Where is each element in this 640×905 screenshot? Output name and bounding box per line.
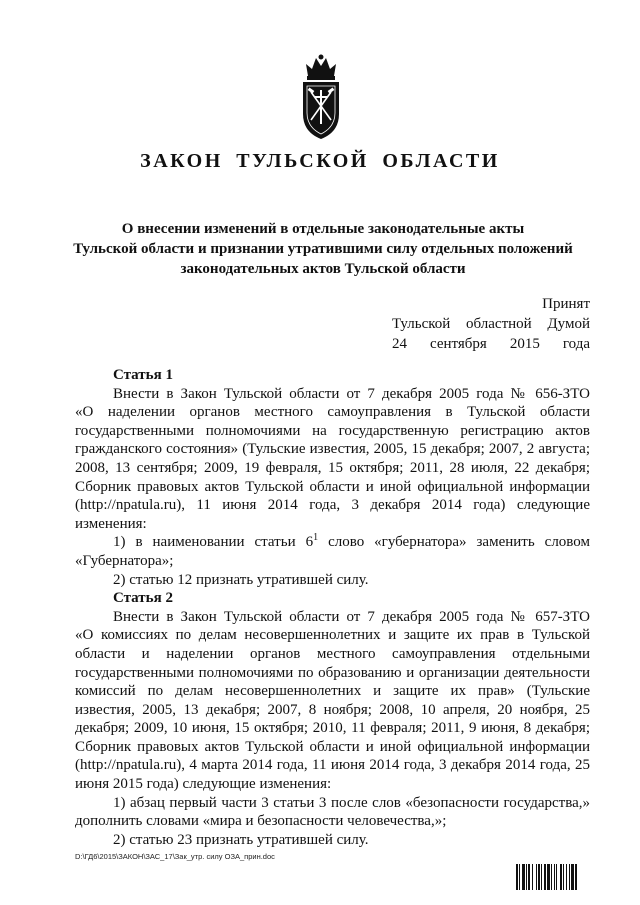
barcode-stripe: [528, 864, 530, 890]
article-text-line: июня 2015 года) следующие изменения:: [75, 776, 332, 793]
barcode-stripe: [569, 864, 570, 890]
barcode-stripe: [575, 864, 577, 890]
article-text-line: области и наделении органов местного самоуправления отдельными: [75, 645, 590, 662]
barcode-stripe: [556, 864, 557, 890]
article-text-line: «О комиссиях по делам несовершеннолетних и защите их прав в Тульской: [75, 627, 590, 644]
barcode-stripe: [526, 864, 527, 890]
barcode-stripe: [560, 864, 562, 890]
item-text: 1) в наименовании статьи 6: [113, 534, 314, 551]
article-text-line: «О наделении органов местного самоуправления в Тульской области: [75, 404, 590, 421]
barcode-stripe: [554, 864, 555, 890]
adoption-block: [392, 294, 590, 354]
barcode-stripe: [519, 864, 520, 890]
file-path: D:\ГД6\2015\ЗАКОН\ЗАС_17\Зак_утр. силу ОЗА_прин.doc: [75, 852, 275, 861]
article-text-line: (http://npatula.ru), 11 июня 2014 года, 3 декабря 2014 года) следующие: [75, 497, 590, 514]
barcode-stripe: [566, 864, 567, 890]
barcode-stripe: [516, 864, 518, 890]
article-text-line: (http://npatula.ru), 4 марта 2014 года, 11 июня 2014 года, 3 декабря 2014 года, 25: [75, 757, 590, 774]
article-text-line: Сборник правовых актов Тульской области и иной официальной информации: [75, 738, 590, 755]
article-text-line: Сборник правовых актов Тульской области и иной официальной информации: [75, 478, 590, 495]
article-text-line: известия, 2005, 13 декабря; 2007, 8 ноября; 2008, 10 апреля, 20 ноября, 25: [75, 701, 590, 718]
law-title: ЗАКОН ТУЛЬСКОЙ ОБЛАСТИ: [140, 150, 500, 172]
barcode-stripe: [547, 864, 550, 890]
article-item-cont: дополнить словами «мира и безопасности человечества,»;: [75, 813, 447, 830]
adopted-body: Тульской областной Думой: [392, 316, 590, 332]
article-text-line: государственными полномочиями по образованию и организации деятельности: [75, 664, 590, 681]
barcode-icon: [516, 864, 606, 890]
barcode-stripe: [541, 864, 542, 890]
barcode-stripe: [544, 864, 546, 890]
barcode-stripe: [536, 864, 537, 890]
article-text-line: государственными полномочиями на государственную регистрацию актов: [75, 422, 590, 439]
tula-coat-of-arms-icon: [296, 52, 346, 142]
article-item-cont: «Губернатора»;: [75, 552, 174, 569]
subtitle-line: О внесении изменений в отдельные законодательные акты: [121, 221, 525, 237]
law-subtitle: [40, 219, 606, 279]
subtitle-line: законодательных актов Тульской области: [180, 261, 466, 277]
article-text-line: Внести в Закон Тульской области от 7 декабря 2005 года № 657-ЗТО: [113, 608, 590, 625]
article-item: [75, 533, 590, 552]
article-text-line: декабря; 2009, 10 июня, 15 октября; 2010, 11 февраля; 2011, 9 июня, 8 декабря;: [75, 720, 590, 737]
article-text-line: гражданского состояния» (Тульские известия, 2005, 15 декабря; 2007, 2 августа;: [75, 441, 590, 458]
article-heading: Статья 1: [113, 367, 173, 383]
barcode-stripe: [571, 864, 574, 890]
article-text-line: Внести в Закон Тульской области от 7 декабря 2005 года № 656-ЗТО: [113, 385, 590, 402]
barcode-stripe: [532, 864, 533, 890]
subtitle-line: Тульской области и признании утратившими силу отдельных положений: [73, 241, 573, 257]
article-item: 1) абзац первый части 3 статьи 3 после слов «безопасности государства,»: [113, 794, 590, 811]
article-heading: Статья 2: [113, 590, 173, 607]
barcode-stripe: [563, 864, 564, 890]
article-item: 2) статью 23 признать утратившей силу.: [113, 831, 369, 848]
barcode-stripe: [522, 864, 525, 890]
barcode-stripe: [538, 864, 540, 890]
article-text-line: комиссий по делам несовершеннолетних и защите их прав» (Тульские: [75, 683, 590, 700]
article-text-line: изменения:: [75, 515, 147, 532]
item-text: слово «губернатора» заменить словом: [318, 534, 590, 551]
law-body: [75, 366, 590, 849]
article-text-line: 2008, 13 сентября; 2009, 19 февраля, 15 октября; 2011, 28 июля, 22 декабря;: [75, 459, 590, 476]
article-item: 2) статью 12 признать утратившей силу.: [113, 571, 369, 588]
barcode-stripe: [551, 864, 552, 890]
adopted-label: Принят: [542, 296, 590, 312]
adopted-date: 24 сентября 2015 года: [392, 336, 590, 352]
item-superscript: 1: [313, 532, 319, 544]
